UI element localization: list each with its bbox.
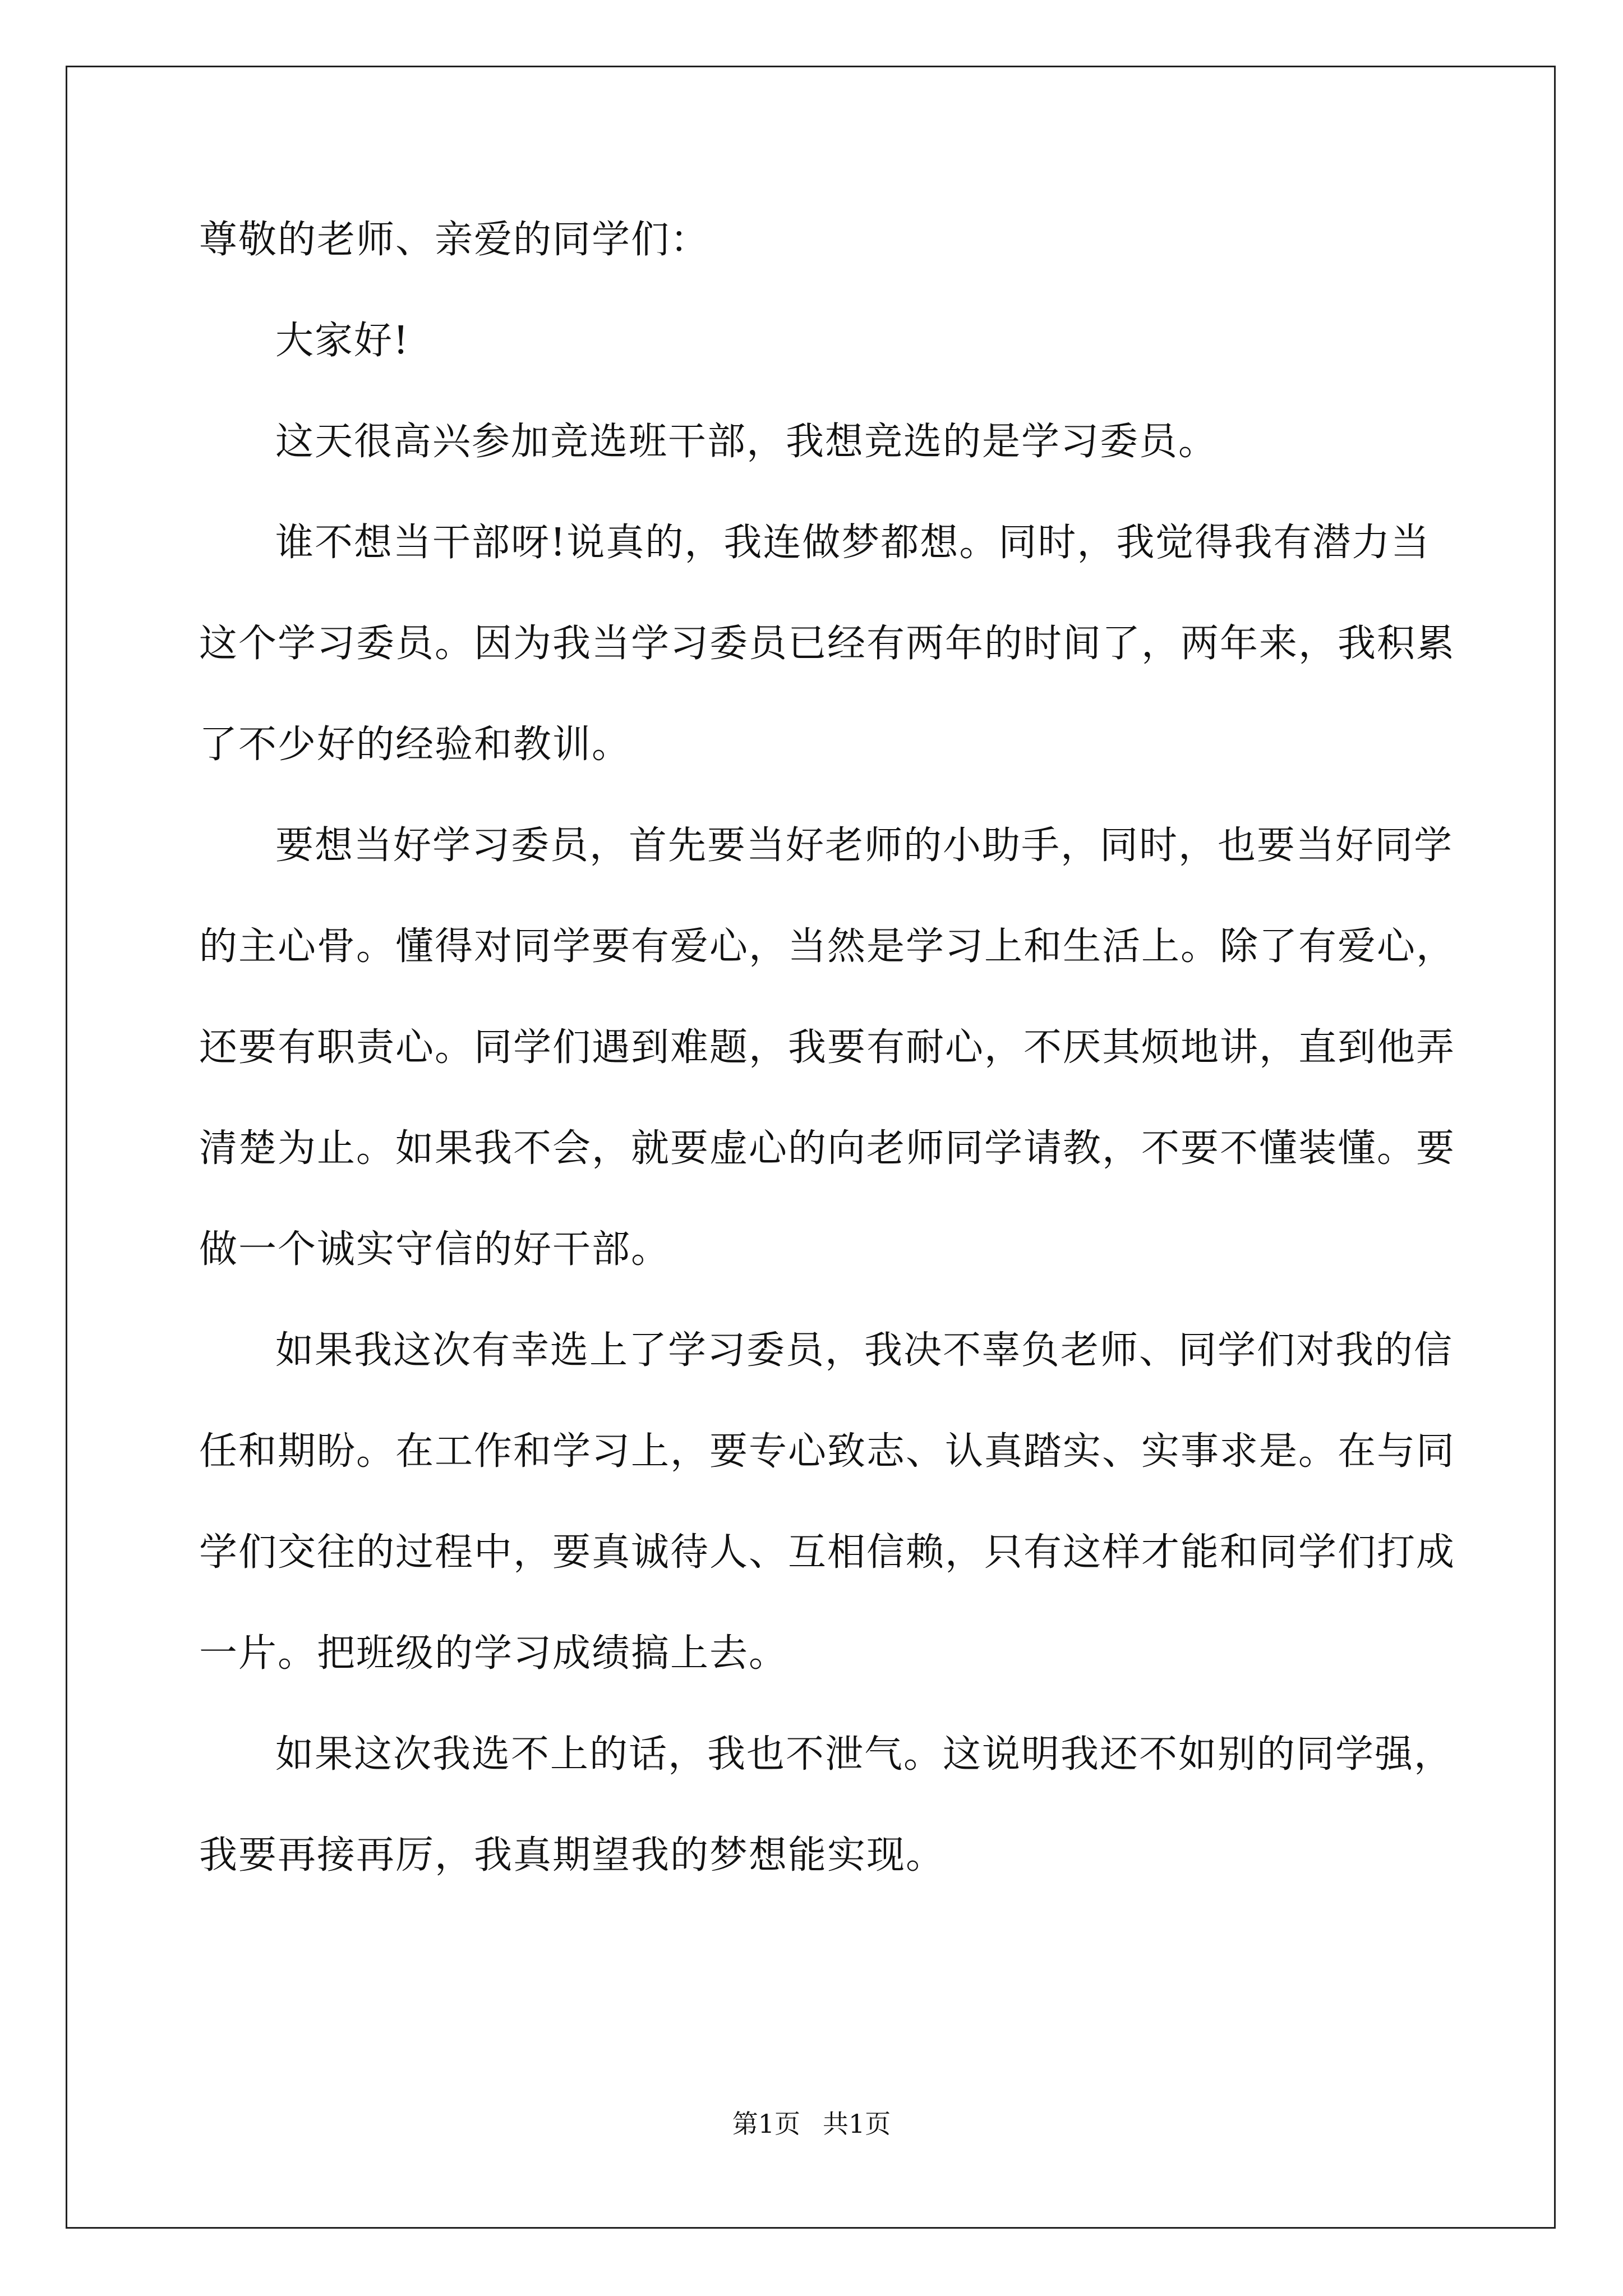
paragraph-experience: 谁不想当干部呀!说真的，我连做梦都想。同时，我觉得我有潜力当这个学习委员。因为我当学习委员已经有两年的时间了，两年来，我积累了不少好的经验和教训。 bbox=[199, 521, 1456, 767]
page-footer bbox=[0, 2104, 1623, 2141]
salutation: 尊敬的老师、亲爱的同学们： bbox=[199, 218, 710, 262]
paragraph-intro: 这天很高兴参加竞选班干部，我想竞选的是学习委员。 bbox=[275, 420, 1218, 464]
paragraph-closing: 如果这次我选不上的话，我也不泄气。这说明我还不如别的同学强，我要再接再厉，我真期望我的梦想能实现。 bbox=[199, 1732, 1454, 1878]
paragraph-duties: 要想当好学习委员，首先要当好老师的小助手，同时，也要当好同学的主心骨。懂得对同学要有爱心，当然是学习上和生活上。除了有爱心，还要有职责心。同学们遇到难题，我要有耐心，不厌其烦地讲，直到他弄清楚为止。如果我不会，就要虚心的向老师同学请教，不要不懂装懂。要做一个诚实守信的好干部。 bbox=[199, 823, 1456, 1272]
page-total: 共1页 bbox=[823, 2109, 891, 2139]
paragraph-greeting: 大家好! bbox=[275, 319, 410, 363]
paragraph-promise: 如果我这次有幸选上了学习委员，我决不辜负老师、同学们对我的信任和期盼。在工作和学习上，要专心致志、认真踏实、实事求是。在与同学们交往的过程中，要真诚待人、互相信赖，只有这样才能和同学们打成一片。把班级的学习成绩搞上去。 bbox=[199, 1328, 1456, 1676]
page-number: 第1页 bbox=[732, 2109, 800, 2139]
document-body bbox=[199, 190, 1467, 1906]
